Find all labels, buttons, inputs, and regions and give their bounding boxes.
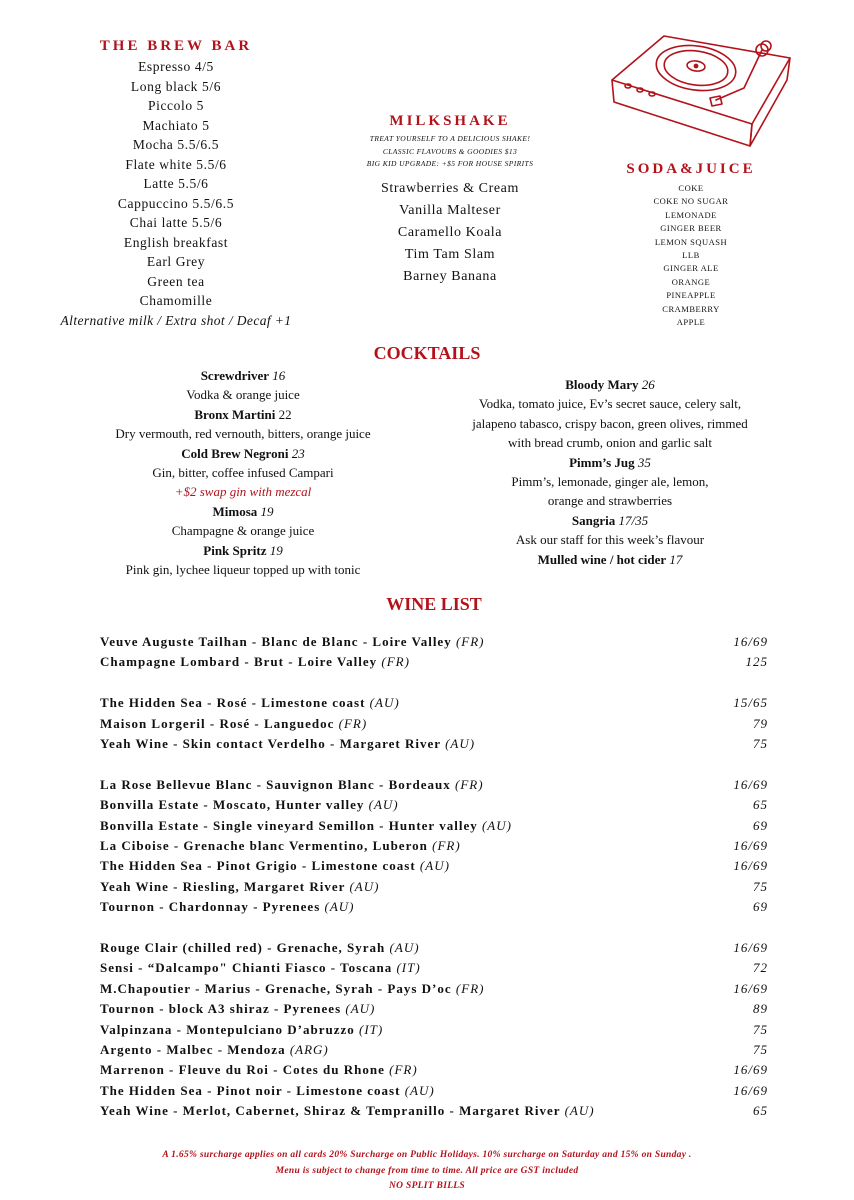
wine-origin: (AU) [369, 695, 400, 711]
cocktail-description: jalapeno tabasco, crispy bacon, green olives, rimmed [472, 415, 748, 431]
cocktail-price: 19 [269, 542, 283, 558]
wine-origin: (FR) [455, 776, 484, 792]
cocktail-price: 22 [278, 406, 292, 422]
soda-juice-item: COKE [678, 183, 704, 193]
wine-title: Argento - Malbec - Mendoza [100, 1042, 286, 1057]
brew-bar-item: Machiato 5 [142, 117, 210, 133]
wine-title: Bonvilla Estate - Moscato, Hunter valley [100, 797, 365, 813]
cocktail-name-line [88, 366, 398, 385]
cocktail-name-line [88, 405, 398, 424]
cocktail-price: 16 [272, 368, 286, 383]
footer-line: A 1.65% surcharge applies on all cards 20% Surcharge on Public Holidays. 10% surcharge on Saturday and 15% on Sunday . [162, 1150, 692, 1160]
soda-juice-item: LEMON SQUASH [654, 236, 728, 247]
cocktail-description: Gin, bitter, coffee infused Campari [152, 465, 334, 481]
wine-title: Marrenon - Fleuve du Roi - Cotes du Rhone [100, 1062, 385, 1078]
wine-row [100, 1103, 768, 1123]
milkshake-list [340, 178, 560, 288]
soda-juice-list [614, 182, 768, 329]
wine-origin: (IT) [358, 1021, 384, 1037]
wine-price: 16/69 [733, 858, 768, 874]
wine-name [100, 777, 484, 793]
wine-name [100, 654, 410, 670]
cocktail-description: Champagne & orange juice [171, 523, 315, 539]
cocktail-description: Pimm’s, lemonade, ginger ale, lemon, [511, 474, 709, 490]
milkshake-section [340, 113, 560, 288]
wine-row [100, 960, 768, 980]
wine-title: The Hidden Sea - Rosé - Limestone coast [100, 695, 366, 711]
wine-price: 16/69 [733, 980, 768, 996]
wine-price: 75 [753, 736, 768, 751]
soda-juice-item: PINEAPPLE [666, 290, 716, 301]
soda-juice-item: CRAMBERRY [662, 303, 720, 314]
wine-title: The Hidden Sea - Pinot Grigio - Limestone coast [100, 858, 416, 874]
wine-name [100, 1022, 383, 1038]
cocktail-name-line [450, 550, 770, 569]
cocktail-price: 23 [291, 445, 305, 461]
brew-bar-item: Earl Grey [146, 254, 206, 269]
cocktail-price: 17 [669, 551, 683, 567]
wine-price: 16/69 [733, 838, 768, 853]
wine-name [100, 716, 367, 732]
cocktail-description: with bread crumb, onion and garlic salt [508, 435, 712, 451]
wine-title: Yeah Wine - Merlot, Cabernet, Shiraz & Tempranillo - Margaret River [100, 1103, 561, 1119]
wine-row [100, 940, 768, 960]
brew-bar-item: Chamomille [139, 293, 213, 308]
wine-row [100, 1083, 768, 1103]
brew-bar-section [40, 38, 312, 330]
milkshake-note: CLASSIC FLAVOURS & GOODIES $13 [382, 146, 518, 156]
wine-price: 16/69 [733, 634, 768, 649]
wine-origin: (AU) [368, 797, 399, 813]
wine-row [100, 818, 768, 838]
wine-row [100, 899, 768, 919]
wine-origin: (FR) [455, 980, 485, 996]
cocktail-name: Mimosa [212, 503, 258, 519]
wine-origin: (AU) [481, 817, 512, 833]
wine-name [100, 1042, 329, 1058]
wine-title: Maison Lorgeril - Rosé - Languedoc [100, 715, 335, 731]
cocktail-name-line [88, 541, 398, 560]
wine-name [100, 818, 512, 834]
soda-juice-item: COKE NO SUGAR [653, 196, 729, 207]
soda-juice-item: LLB [682, 250, 700, 261]
cocktail-name: Pimm’s Jug [569, 454, 635, 470]
wine-origin: (AU) [389, 940, 420, 955]
wine-row [100, 1001, 768, 1021]
soda-juice-item: APPLE [676, 317, 706, 328]
wine-row [100, 1022, 768, 1042]
cocktail-name-line [88, 502, 398, 521]
brew-bar-title: THE BREW BAR [99, 38, 253, 54]
brew-bar-item: English breakfast [123, 234, 229, 250]
wine-origin: (AU) [404, 1082, 435, 1098]
wine-price: 15/65 [733, 695, 768, 711]
wine-price: 16/69 [733, 1062, 768, 1078]
wine-name [100, 981, 484, 997]
wine-name [100, 1062, 418, 1078]
brew-bar-item: Long black 5/6 [130, 78, 222, 94]
brew-bar-item: Flate white 5.5/6 [125, 156, 227, 172]
wine-title: Sensi - “Dalcampo" Chianti Fiasco - Toscana [100, 960, 393, 976]
milkshake-title: MILKSHAKE [389, 113, 511, 129]
brew-bar-item: Mocha 5.5/6.5 [132, 137, 220, 152]
cocktail-description: Pink gin, lychee liqueur topped up with tonic [125, 562, 361, 578]
brew-bar-extras: Alternative milk / Extra shot / Decaf +1 [60, 312, 292, 328]
cocktail-name: Bloody Mary [565, 377, 639, 392]
cocktail-name: Pink Spritz [203, 542, 267, 558]
wine-row [100, 1042, 768, 1062]
wine-name [100, 960, 421, 976]
cocktail-name: Sangria [571, 512, 616, 528]
brew-bar-item: Latte 5.5/6 [143, 176, 209, 191]
wine-title: Champagne Lombard - Brut - Loire Valley [100, 654, 382, 670]
milkshake-item: Tim Tam Slam [404, 246, 496, 262]
milkshake-note: TREAT YOURSELF TO A DELICIOUS SHAKE! [369, 134, 531, 143]
wine-price: 16/69 [733, 776, 768, 792]
wine-price: 69 [753, 817, 768, 833]
cocktail-description: Vodka & orange juice [186, 387, 300, 403]
wine-name [100, 1103, 595, 1119]
wine-title: Veuve Auguste Tailhan - Blanc de Blanc - Loire Valley [100, 634, 452, 649]
footer-notes [0, 1148, 854, 1195]
wine-name [100, 634, 485, 650]
wine-origin: (FR) [338, 715, 368, 731]
wine-row [100, 797, 768, 817]
wine-name [100, 858, 450, 874]
wine-name [100, 899, 355, 915]
brew-bar-item: Cappuccino 5.5/6.5 [117, 195, 235, 211]
cocktail-price: 26 [641, 377, 655, 392]
soda-juice-item: LEMONADE [665, 209, 717, 220]
wine-origin: (FR) [389, 1062, 418, 1078]
wine-price: 125 [745, 654, 768, 670]
wine-title: La Ciboise - Grenache blanc Vermentino, Luberon [100, 838, 428, 853]
cocktail-price: 17/35 [618, 512, 649, 528]
wine-title: Yeah Wine - Riesling, Margaret River [100, 878, 346, 894]
wine-origin: (AU) [445, 736, 476, 751]
wine-origin: (AU) [345, 1001, 376, 1017]
milkshake-item: Caramello Koala [397, 224, 503, 240]
cocktails-left-column [88, 366, 398, 579]
soda-juice-item: ORANGE [671, 276, 711, 287]
footer-line: NO SPLIT BILLS [389, 1181, 465, 1191]
cocktail-description: orange and strawberries [547, 493, 673, 509]
cocktail-price: 19 [260, 503, 274, 519]
cocktail-name: Screwdriver [200, 368, 270, 383]
wine-origin: (ARG) [289, 1042, 329, 1057]
wine-name [100, 797, 399, 813]
milkshake-notes [340, 133, 560, 171]
wine-origin: (AU) [324, 899, 355, 915]
milkshake-item: Vanilla Malteser [399, 202, 501, 218]
wine-title: Yeah Wine - Skin contact Verdelho - Margaret River [100, 736, 441, 751]
cocktail-name: Mulled wine / hot cider [537, 551, 667, 567]
soda-juice-section [614, 161, 768, 329]
cocktail-name: Bronx Martini [194, 406, 276, 422]
brew-bar-item: Piccolo 5 [147, 98, 205, 113]
wine-origin: (AU) [349, 878, 380, 894]
wine-origin: (AU) [564, 1103, 595, 1119]
wine-price: 89 [753, 1001, 768, 1017]
wine-price: 65 [753, 1103, 768, 1119]
wine-origin: (FR) [455, 634, 485, 649]
wine-list-title: WINE LIST [386, 594, 482, 614]
brew-bar-item: Espresso 4/5 [138, 59, 214, 74]
wine-price: 69 [753, 899, 768, 915]
wine-name [100, 879, 379, 895]
milkshake-item: Barney Banana [403, 268, 497, 284]
cocktails-title: COCKTAILS [373, 343, 481, 363]
wine-name [100, 736, 475, 752]
wine-row [100, 879, 768, 899]
wine-title: Tournon - Chardonnay - Pyrenees [100, 899, 321, 915]
wine-price: 16/69 [733, 1082, 768, 1098]
wine-price: 75 [753, 1021, 768, 1037]
wine-price: 75 [753, 878, 768, 894]
wine-price: 16/69 [733, 940, 768, 955]
wine-price: 72 [753, 960, 768, 976]
wine-row [100, 838, 768, 858]
wine-name [100, 940, 420, 956]
wine-price: 79 [753, 715, 768, 731]
milkshake-note: BIG KID UPGRADE: +$5 FOR HOUSE SPIRITS [366, 159, 534, 168]
turntable-icon [604, 22, 794, 152]
wine-origin: (IT) [396, 960, 421, 976]
brew-bar-item: Chai latte 5.5/6 [129, 215, 223, 230]
wine-row [100, 716, 768, 736]
wine-title: M.Chapoutier - Marius - Grenache, Syrah - Pays D’oc [100, 980, 452, 996]
soda-juice-item: GINGER ALE [663, 263, 719, 274]
cocktail-description: Vodka, tomato juice, Ev’s secret sauce, celery salt, [478, 396, 742, 412]
cocktail-name-line [450, 375, 770, 394]
milkshake-item: Strawberries & Cream [381, 180, 519, 196]
wine-name [100, 1083, 435, 1099]
soda-juice-item: GINGER BEER [660, 223, 722, 234]
cocktail-upgrade-note: +$2 swap gin with mezcal [174, 484, 312, 500]
wine-row [100, 654, 768, 674]
wine-name [100, 695, 400, 711]
wine-row [100, 695, 768, 715]
wine-row [100, 634, 768, 654]
wine-title: Rouge Clair (chilled red) - Grenache, Syrah [100, 940, 386, 955]
wine-row [100, 736, 768, 756]
cocktails-right-column [450, 375, 770, 569]
footer-line: Menu is subject to change from time to time. All price are GST included [275, 1165, 579, 1176]
cocktail-name: Cold Brew Negroni [181, 445, 289, 461]
wine-name [100, 838, 461, 854]
wine-origin: (FR) [432, 838, 461, 853]
cocktail-description: Ask our staff for this week’s flavour [515, 532, 705, 548]
wine-name [100, 1001, 375, 1017]
brew-bar-list [40, 57, 312, 311]
wine-title: Valpinzana - Montepulciano D’abruzzo [100, 1021, 355, 1037]
wine-row [100, 981, 768, 1001]
wine-row [100, 1062, 768, 1082]
wine-title: The Hidden Sea - Pinot noir - Limestone coast [100, 1082, 401, 1098]
wine-price: 65 [753, 797, 768, 813]
wine-origin: (FR) [381, 654, 410, 670]
cocktail-name-line [88, 444, 398, 463]
wine-row [100, 777, 768, 797]
wine-price: 75 [753, 1042, 768, 1057]
wine-title: Bonvilla Estate - Single vineyard Semillon - Hunter valley [100, 817, 478, 833]
cocktail-price: 35 [637, 454, 651, 470]
wine-title: Tournon - block A3 shiraz - Pyrenees [100, 1001, 342, 1017]
wine-origin: (AU) [419, 858, 450, 874]
cocktail-name-line [450, 453, 770, 472]
wine-row [100, 858, 768, 878]
cocktail-description: Dry vermouth, red vernouth, bitters, orange juice [115, 426, 371, 442]
wine-title: La Rose Bellevue Blanc - Sauvignon Blanc - Bordeaux [100, 776, 451, 792]
soda-juice-title: SODA&JUICE [626, 161, 756, 177]
cocktail-name-line [450, 511, 770, 530]
brew-bar-item: Green tea [147, 273, 205, 289]
